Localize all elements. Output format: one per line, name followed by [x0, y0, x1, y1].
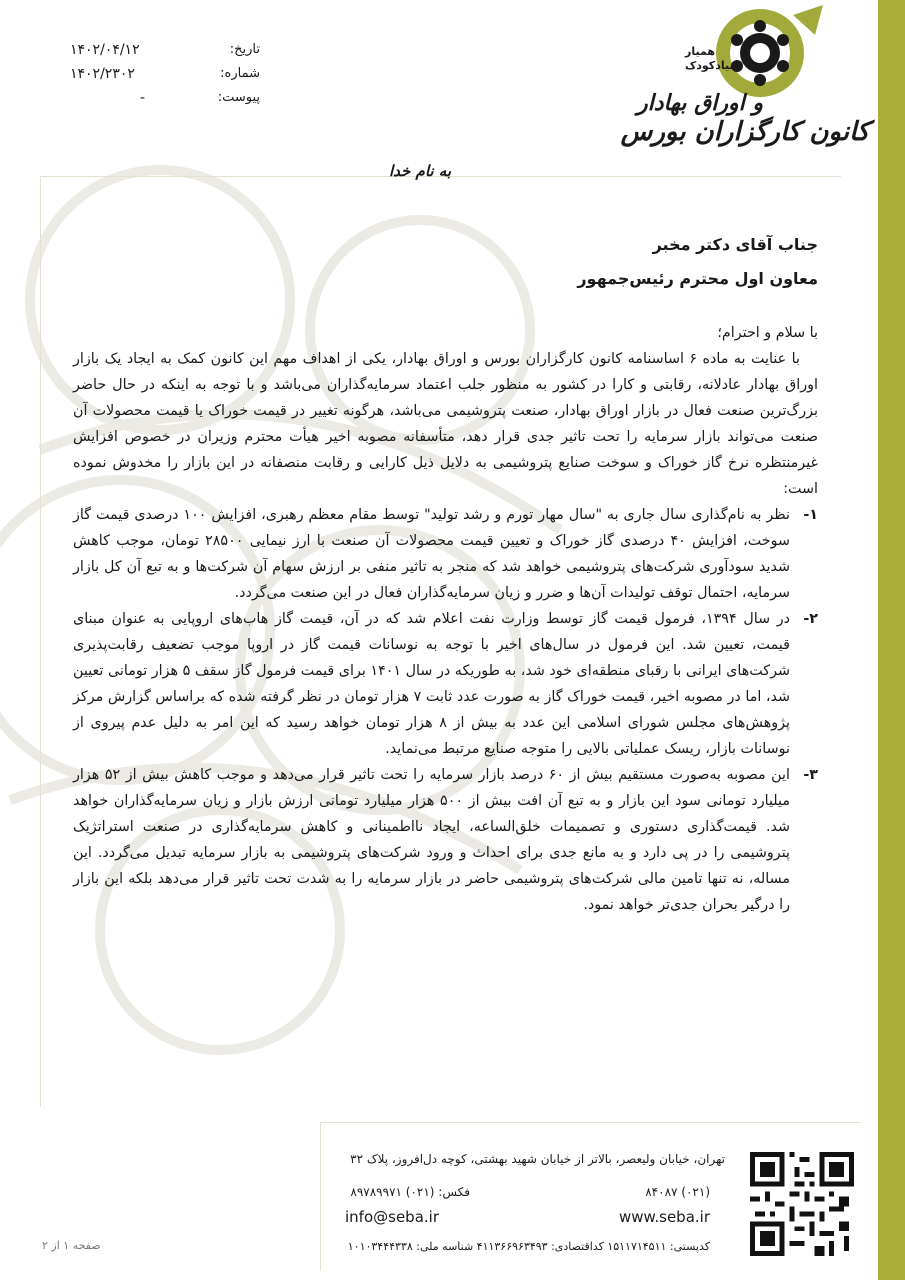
item-text: در سال ۱۳۹۴، فرمول قیمت گاز توسط وزارت نفت اعلام شد که در آن، قیمت گاز هاب‌های اروپایی به عنوان مبنای قیمت، تعیین شد. این فرمول در سال‌های اخیر با توجه به نوسانات قیمت گاز در اروپا موجب تضعیف رقابت‌پذیری شرکت‌های ایرانی با رقبای منطقه‌ای خود شد، به طوریکه در سال ۱۴۰۱ برای قیمت فرمول گاز سقف ۵ هزار تومانی تعیین شد، اما در مصوبه اخیر، قیمت خوراک گاز به صورت عدد ثابت ۷ هزار تومان در نظر گرفته شده که براساس گزارش مرکز پژوهش‌های مجلس شورای اسلامی این عدد به بیش از ۸ هزار تومان خواهد رسید که این امر به دلیل عدم پیروی از نوسانات بازار، ریسک عملیاتی بالایی را متوجه صنایع مرتبط می‌نماید.: [73, 611, 791, 757]
footer-postal-codes: کدپستی: ۱۵۱۱۷۱۴۵۱۱ کداقتصادی: ۴۱۱۳۶۶۹۶۳۴۹۳ شناسه ملی: ۱۰۱۰۳۴۴۴۳۳۸: [347, 1240, 710, 1253]
attachment-value: -: [140, 90, 146, 106]
org-name-line2: و اوراق بهادار: [637, 90, 763, 116]
page-number: صفحه ۱ از ۲: [42, 1239, 101, 1252]
footer-address: تهران، خیابان ولیعصر، بالاتر از خیابان شهید بهشتی، کوچه دل‌افروز، پلاک ۳۲: [350, 1152, 725, 1166]
side-accent-bar: [878, 0, 905, 1280]
letter-body: [73, 320, 818, 918]
qr-code-icon: [750, 1152, 854, 1256]
partner-logo-text-2: بنیادکودک: [685, 59, 739, 72]
footer-fax: فکس: (۰۲۱) ۸۹۷۸۹۹۷۱: [350, 1185, 470, 1199]
item-text: این مصوبه به‌صورت مستقیم بیش از ۶۰ درصد بازار سرمایه را تحت تاثیر قرار می‌دهد و موجب کاهش بیش از ۵۲ هزار میلیارد تومانی سود این بازار و به تبع آن افت بیش از ۵۰۰ هزار میلیارد تومانی ارزش بازار و زیان سرمایه‌گذاران خواهد شد. قیمت‌گذاری دستوری و تصمیمات خلق‌الساعه، ایجاد نااطمینانی و کاهش سرمایه‌گذاری در صنعت استراتژیک پتروشیمی را در پی دارد و به مانع جدی برای احداث و ورود شرکت‌های پتروشیمی به بازار سرمایه تبدیل می‌گردد. این مساله، نه تنها تامین مالی شرکت‌های پتروشیمی حاضر در بازار سرمایه را به شدت تحت تاثیر قرار می‌دهد بلکه این بازار را درگیر بحران جدی‌تر خواهد نمود.: [73, 767, 791, 913]
addressee-line2: معاون اول محترم رئیس‌جمهور: [577, 269, 818, 288]
date-row: [70, 42, 270, 66]
number-label: شماره:: [220, 66, 260, 81]
number-row: [70, 66, 270, 90]
letter-meta: [70, 42, 270, 114]
attachment-row: [70, 90, 270, 114]
footer-phone: (۰۲۱) ۸۴۰۸۷: [645, 1185, 710, 1199]
item-number: ۱-: [803, 507, 818, 523]
org-name-line1: کانون کارگزاران بورس: [620, 117, 870, 147]
list-item: [73, 762, 818, 918]
date-value: ۱۴۰۲/۰۴/۱۲: [70, 42, 140, 58]
addressee-line1: جناب آقای دکتر مخبر: [652, 235, 818, 254]
number-value: ۱۴۰۲/۲۳۰۲: [70, 66, 135, 82]
item-number: ۳-: [803, 767, 818, 783]
greeting: با سلام و احترام؛: [717, 325, 818, 341]
list-item: [73, 606, 818, 762]
list-item: [73, 502, 818, 606]
attachment-label: پیوست:: [217, 90, 260, 105]
partner-logo-text-1: همیار: [685, 45, 715, 58]
item-number: ۲-: [803, 611, 818, 627]
item-text: نظر به نام‌گذاری سال جاری به "سال مهار تورم و رشد تولید" توسط مقام معظم رهبری، افزایش ۱۰۰ درصدی قیمت گاز سوخت، افزایش ۴۰ درصدی گاز خوراک و تعیین قیمت محصولات آن صنعت با ارز نیمایی ۲۸۵۰۰ تومان، موجب کاهش شدید سودآوری شرکت‌های پتروشیمی خواهد شد که منجر به تاثیر منفی بر ارزش سهام آن شرکت‌ها و به تبع آن کل بازار سرمایه، احتمال توقف تولیدات آن‌ها و ضرر و زیان سرمایه‌گذاران فعال در این صنعت می‌گردد.: [73, 507, 790, 601]
partner-emblem-icon: [716, 5, 823, 97]
footer-website[interactable]: www.seba.ir: [618, 1208, 710, 1226]
addressee-block: [73, 228, 818, 296]
footer-email[interactable]: info@seba.ir: [345, 1208, 439, 1226]
invocation-calligraphy: [388, 150, 452, 190]
invocation-text: به نام خدا: [388, 162, 452, 180]
org-logo: [605, 5, 870, 155]
intro-paragraph: با عنایت به ماده ۶ اساسنامه کانون کارگزاران بورس و اوراق بهادار، یکی از اهداف مهم این کانون کمک به ایجاد یک بازار اوراق بهادار عادلانه، رقابتی و کارا در کشور به منظور جلب اعتماد سرمایه‌گذاران می‌باشد و با توجه به اینکه در حال حاضر بزرگ‌ترین صنعت فعال در بازار اوراق بهادار، صنعت پتروشیمی می‌باشد، هرگونه تغییر در قیمت خوراک یا قیمت محصولات آن صنعت می‌تواند بازار سرمایه را تحت تاثیر جدی قرار دهد، متأسفانه مصوبه اخیر هیأت محترم وزیران در خصوص افزایش غیرمنتظره نرخ گاز خوراک و سوخت صنایع پتروشیمی به دلایل ذیل کارایی و رقابت منصفانه در این بازار را مخدوش نموده است:: [73, 351, 818, 497]
date-label: تاریخ:: [229, 42, 260, 57]
